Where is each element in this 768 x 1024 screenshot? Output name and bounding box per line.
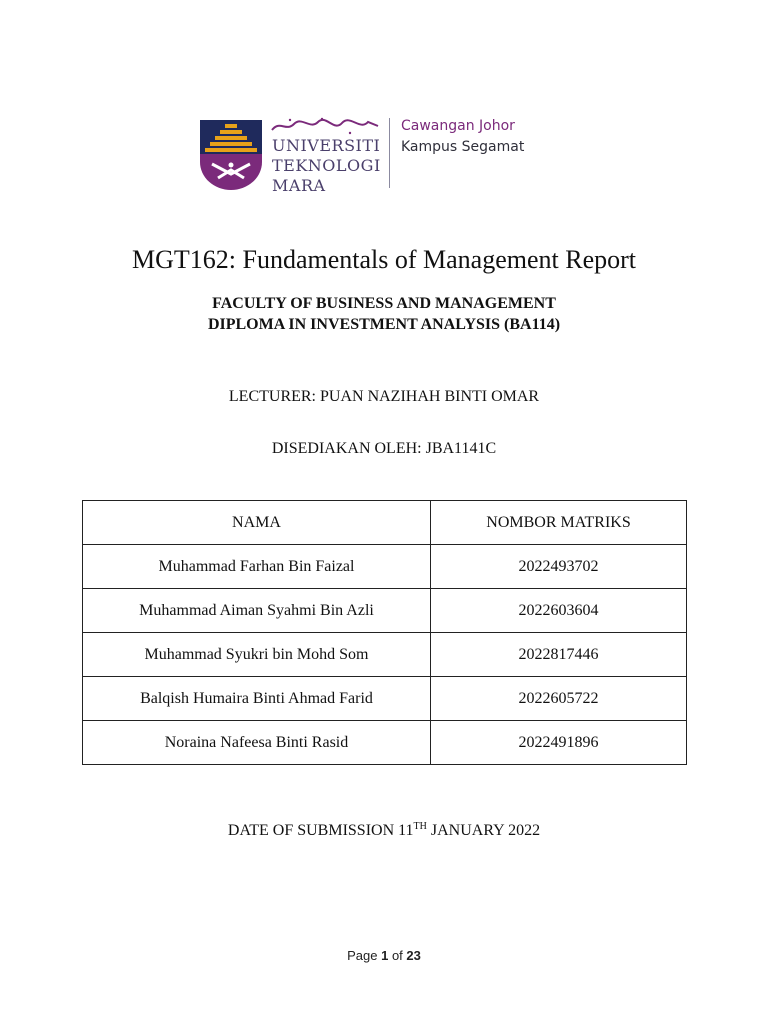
programme-name: DIPLOMA IN INVESTMENT ANALYSIS (BA114) [207,316,561,333]
submission-date [0,821,768,841]
uitm-crest-icon [198,118,264,190]
lecturer-line: LECTURER: PUAN NAZIHAH BINTI OMAR [228,388,540,405]
member-name: Noraina Nafeesa Binti Rasid [83,721,431,765]
table-row [83,589,687,633]
university-logo [198,116,538,195]
member-matric: 2022603604 [431,589,687,633]
table-row [83,721,687,765]
total-pages: 23 [406,948,421,963]
member-matric: 2022605722 [431,677,687,721]
logo-divider [389,118,390,188]
submission-ordinal-suffix: TH [413,821,427,832]
table-row [83,545,687,589]
page-number-footer [0,948,768,963]
campus-info [401,116,524,158]
members-table [82,500,687,765]
member-matric: 2022817446 [431,633,687,677]
faculty-block [0,293,768,335]
report-title: MGT162: Fundamentals of Management Report [131,245,637,274]
page-word: Page [347,948,378,963]
table-row [83,677,687,721]
member-name: Muhammad Syukri bin Mohd Som [83,633,431,677]
jawi-script-icon [270,116,380,136]
university-name-line-2: TEKNOLOGI [272,156,381,175]
branch-name: Cawangan Johor [401,118,515,134]
submission-prefix: DATE OF SUBMISSION 11 [227,822,414,839]
university-name-line-3: MARA [272,176,326,195]
university-name [272,136,381,196]
member-name: Balqish Humaira Binti Ahmad Farid [83,677,431,721]
of-word: of [391,948,403,963]
member-name: Muhammad Farhan Bin Faizal [83,545,431,589]
faculty-name: FACULTY OF BUSINESS AND MANAGEMENT [212,295,556,312]
member-matric: 2022493702 [431,545,687,589]
prepared-by-line: DISEDIAKAN OLEH: JBA1141C [271,440,497,457]
table-header-row [83,501,687,545]
university-name-line-1: UNIVERSITI [272,136,381,155]
member-matric: 2022491896 [431,721,687,765]
member-name: Muhammad Aiman Syahmi Bin Azli [83,589,431,633]
current-page: 1 [381,948,389,963]
table-row [83,633,687,677]
campus-name: Kampus Segamat [401,139,525,155]
header-nama: NAMA [83,501,431,545]
header-nombor-matriks: NOMBOR MATRIKS [431,501,687,545]
university-jawi-script [270,116,380,136]
submission-rest: JANUARY 2022 [426,822,541,839]
